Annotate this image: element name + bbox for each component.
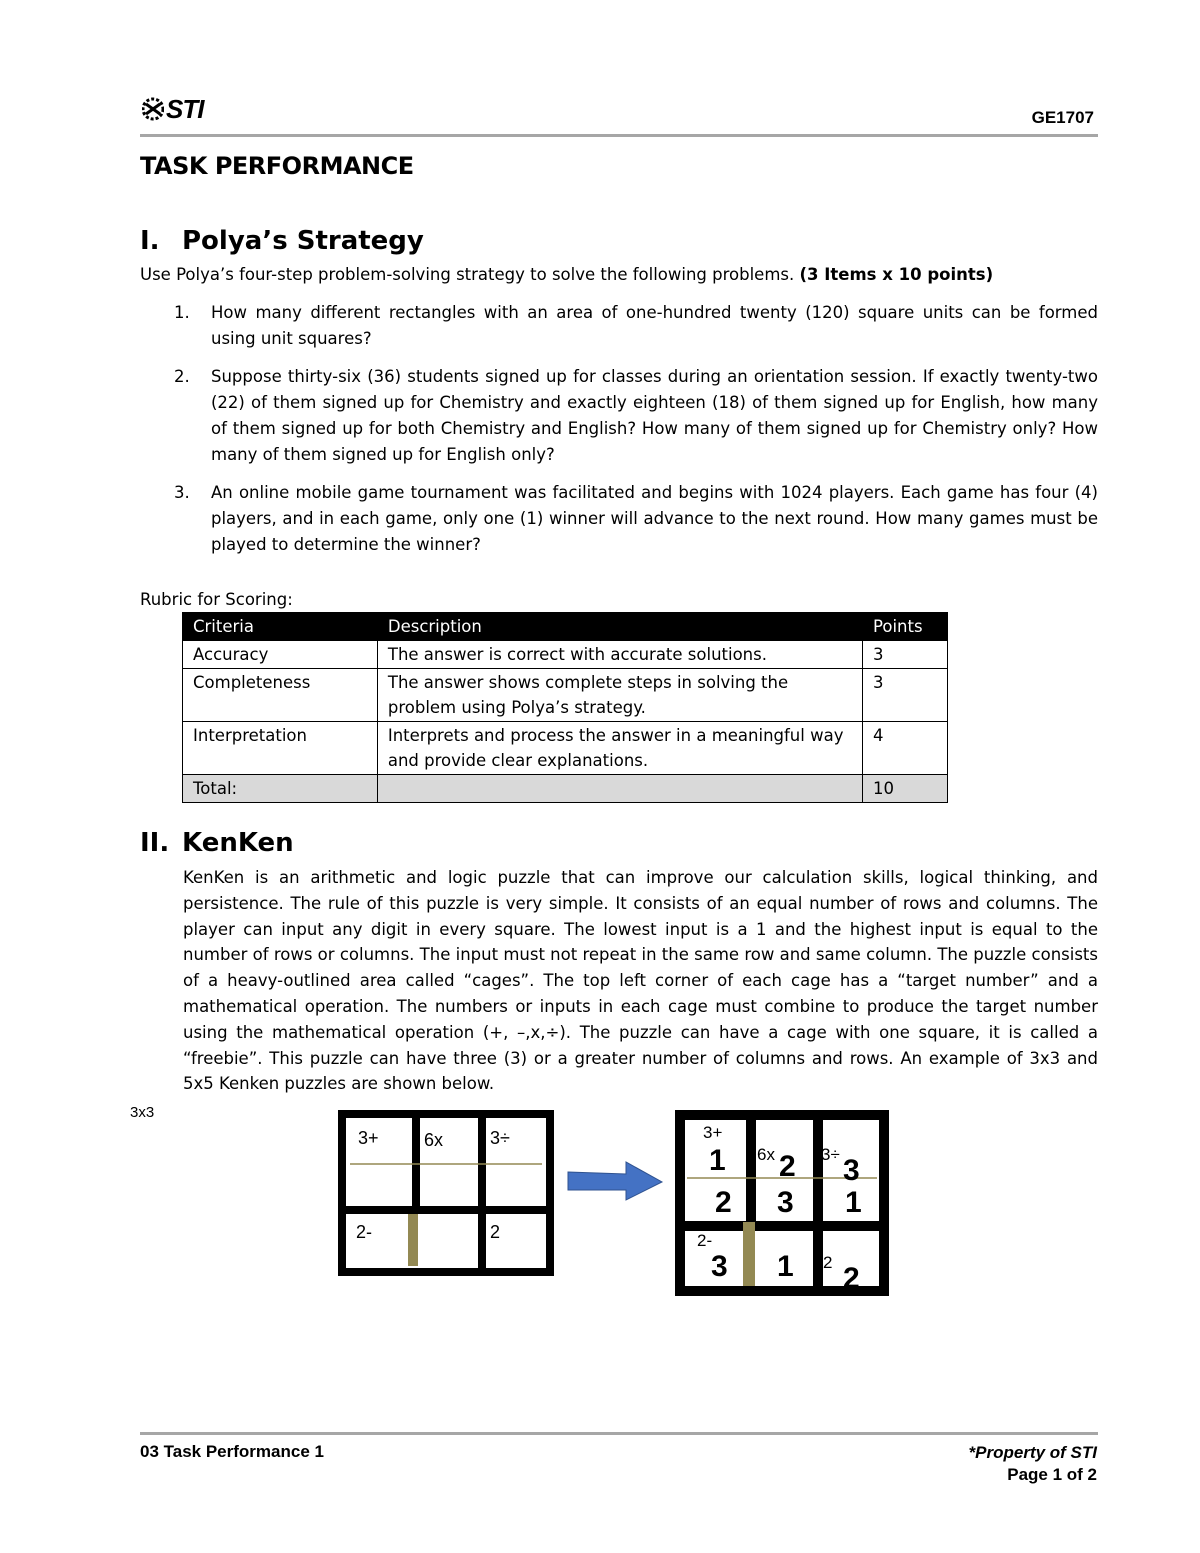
solution-cell: 2 xyxy=(843,1262,860,1295)
table-cell: 10 xyxy=(863,775,948,803)
item-number: 2. xyxy=(174,367,190,386)
solution-cell: 1 xyxy=(845,1186,862,1219)
table-cell xyxy=(377,775,862,803)
rubric-table xyxy=(182,612,948,803)
list-item xyxy=(174,364,1098,468)
table-row xyxy=(183,669,948,722)
page-title: TASK PERFORMANCE xyxy=(140,152,414,180)
course-code: GE1707 xyxy=(1031,108,1094,127)
page-number: Page 1 of 2 xyxy=(1007,1465,1097,1484)
grid-size-label: 3x3 xyxy=(130,1104,155,1121)
table-cell: Completeness xyxy=(183,669,378,722)
kenken-puzzle xyxy=(338,1110,554,1276)
table-row xyxy=(183,722,948,775)
table-cell: The answer shows complete steps in solving the problem using Polya’s strategy. xyxy=(377,669,862,722)
clue-2minus: 2- xyxy=(356,1222,373,1242)
item-number: 3. xyxy=(174,483,190,502)
intro-points: (3 Items x 10 points) xyxy=(799,265,994,284)
clue-3plus: 3+ xyxy=(703,1123,723,1142)
solution-cell: 3 xyxy=(777,1186,794,1219)
solution-cell: 1 xyxy=(709,1144,726,1177)
header-rule xyxy=(140,134,1098,137)
table-total-row xyxy=(183,775,948,803)
clue-6x: 6x xyxy=(424,1130,444,1150)
item-text: How many different rectangles with an area of one-hundred twenty (120) square units can be formed using unit squares? xyxy=(211,303,1098,348)
clue-3div: 3÷ xyxy=(821,1145,840,1164)
table-row xyxy=(183,641,948,669)
list-item xyxy=(174,300,1098,352)
arrow-right-icon xyxy=(566,1160,664,1202)
section-1-number: I. xyxy=(140,226,160,256)
header-cell: Description xyxy=(377,613,862,641)
clue-2: 2 xyxy=(490,1222,501,1242)
solution-cell: 3 xyxy=(711,1250,728,1283)
table-cell: The answer is correct with accurate solutions. xyxy=(377,641,862,669)
kenken-description: KenKen is an arithmetic and logic puzzle that can improve our calculation skills, logical thinking, and persistence. The rule of this puzzle is very simple. It consists of an equal number of rows and columns. The player can input any digit in every square. The lowest input is a 1 and the highest input is equal to the number of rows or columns. The input must not repeat in the same row and same column. The puzzle consists of a heavy-outlined area called “cages”. The top left corner of each cage has a “target number” and a mathematical operation. The numbers or inputs in each cage must combine to produce the target number using the mathematical operation (+, –,x,÷). The puzzle can have a cage with one square, it is called a “freebie”. This puzzle can have three (3) or a greater number of columns and rows. An example of 3x3 and 5x5 Kenken puzzles are shown below. xyxy=(183,868,1098,1094)
footer-module: 03 Task Performance 1 xyxy=(140,1442,324,1461)
clue-3div: 3÷ xyxy=(490,1128,510,1148)
item-text: Suppose thirty-six (36) students signed up for classes during an orientation session. If exactly twenty-two (22) of them signed up for Chemistry and exactly eighteen (18) of them signed up for English, how many of them signed up for both Chemistry and English? How many of them signed up for Chemistry only? How many of them signed up for English only? xyxy=(211,367,1098,464)
section-2-title: KenKen xyxy=(182,828,294,858)
sti-logo xyxy=(142,94,203,124)
header-cell: Points xyxy=(863,613,948,641)
clue-3plus: 3+ xyxy=(358,1128,379,1148)
solution-cell: 1 xyxy=(777,1250,794,1283)
item-text: An online mobile game tournament was facilitated and begins with 1024 players. Each game has four (4) players, and in each game, only one (1) winner will advance to the next round. How many games must be played to determine the winner? xyxy=(211,483,1098,554)
section-2-number: II. xyxy=(140,828,170,858)
table-header-row xyxy=(183,613,948,641)
table-cell: Accuracy xyxy=(183,641,378,669)
globe-icon xyxy=(142,96,164,122)
clue-2minus: 2- xyxy=(697,1231,713,1250)
table-cell: Interpretation xyxy=(183,722,378,775)
header-cell: Criteria xyxy=(183,613,378,641)
footer-info xyxy=(969,1442,1097,1486)
solution-cell: 3 xyxy=(843,1154,860,1187)
rubric-label: Rubric for Scoring: xyxy=(140,590,293,609)
footer-property: *Property of STI xyxy=(968,1443,1097,1462)
item-number: 1. xyxy=(174,303,190,322)
clue-6x: 6x xyxy=(757,1145,775,1164)
solution-cell: 2 xyxy=(715,1186,732,1219)
table-cell: 3 xyxy=(863,641,948,669)
logo-text: STI xyxy=(166,93,204,124)
footer-rule xyxy=(140,1432,1098,1435)
solution-cell: 2 xyxy=(779,1150,796,1183)
kenken-solution xyxy=(675,1110,889,1296)
section-1-heading xyxy=(140,226,424,256)
table-cell: 4 xyxy=(863,722,948,775)
list-item xyxy=(174,480,1098,558)
clue-2: 2 xyxy=(823,1253,833,1272)
section-1-title: Polya’s Strategy xyxy=(182,226,424,256)
section-2-heading xyxy=(140,828,294,858)
section-1-intro xyxy=(140,262,1098,288)
table-cell: Interprets and process the answer in a meaningful way and provide clear explanations. xyxy=(377,722,862,775)
problem-list xyxy=(174,300,1098,570)
table-cell: Total: xyxy=(183,775,378,803)
intro-text: Use Polya’s four-step problem-solving strategy to solve the following problems. xyxy=(140,265,795,284)
table-cell: 3 xyxy=(863,669,948,722)
